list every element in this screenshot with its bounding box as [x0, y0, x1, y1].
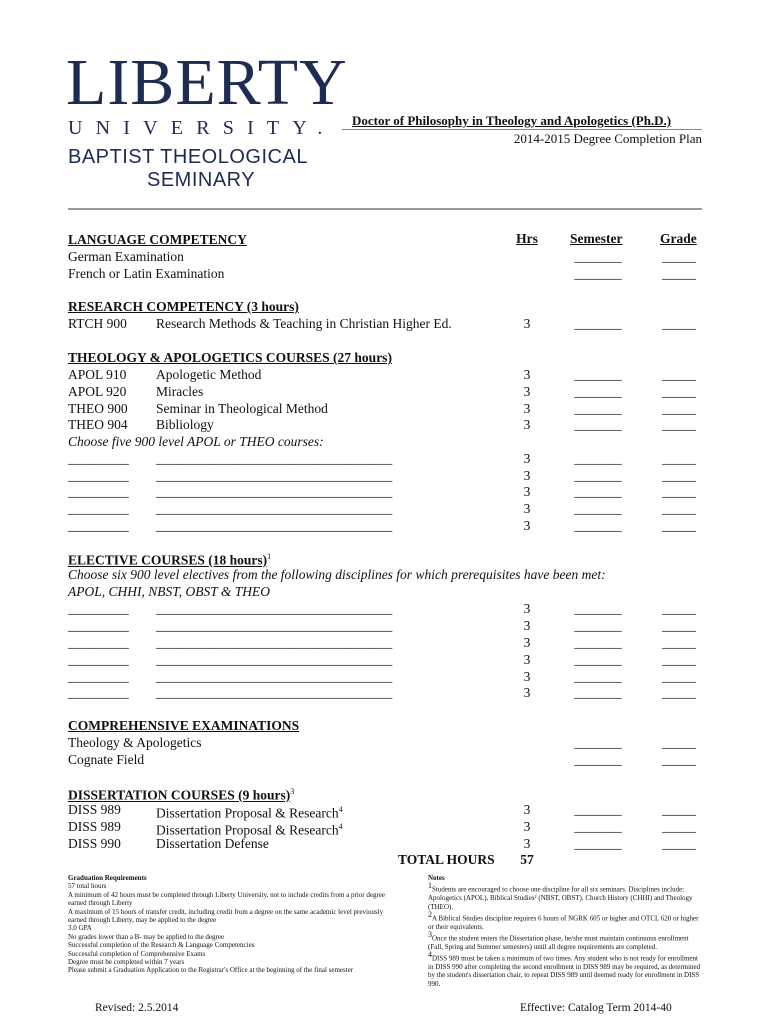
course-code: DISS 990 — [68, 836, 121, 851]
section-research-heading: RESEARCH COMPETENCY (3 hours) — [68, 299, 299, 314]
note-text: Once the student enters the Dissertation phase, he/she must maintain continuous enrollment (Fall, Spring and Summer semesters) until all degree requirements are completed. — [428, 934, 689, 951]
notes-heading: Notes — [428, 874, 445, 882]
course-code-blank[interactable]: _________ — [68, 618, 129, 633]
semester-blank[interactable]: _______ — [574, 249, 622, 264]
logo-baptist-theological: BAPTIST THEOLOGICAL — [68, 146, 308, 168]
semester-blank[interactable]: _______ — [574, 685, 622, 700]
grade-blank[interactable]: _____ — [662, 501, 696, 516]
grade-blank[interactable]: _____ — [662, 652, 696, 667]
course-code-blank[interactable]: _________ — [68, 635, 129, 650]
course-hours: 3 — [523, 669, 531, 684]
elective-disciplines: APOL, CHHI, NBST, OBST & THEO — [68, 584, 271, 599]
course-code: APOL 910 — [68, 367, 127, 382]
note-text: Students are encouraged to choose one discipline for all six seminars. Disciplines include: Apologetics (APOL), Biblical Studies² (NBST, OBST), Church History (CHHI) and Theology (THEO). — [428, 885, 693, 911]
dissertation-heading-text: DISSERTATION COURSES (9 hours) — [68, 787, 291, 803]
course-title-blank[interactable]: ___________________________________ — [156, 635, 393, 650]
total-hours-value: 57 — [520, 852, 534, 867]
footnote-ref: 3 — [290, 787, 295, 796]
graduation-line: Degree must be completed within 7 years — [68, 958, 185, 967]
grade-blank[interactable]: _____ — [662, 601, 696, 616]
semester-blank[interactable]: _______ — [574, 417, 622, 432]
header-divider — [68, 208, 702, 210]
elective-heading-text: ELECTIVE COURSES (18 hours) — [68, 552, 268, 568]
col-semester-header: Semester — [570, 231, 623, 246]
course-hours: 3 — [523, 635, 531, 650]
footnote-ref: 4 — [338, 822, 343, 831]
semester-blank[interactable]: _______ — [574, 518, 622, 533]
grade-blank[interactable]: _____ — [662, 669, 696, 684]
course-code: THEO 900 — [68, 401, 128, 416]
semester-blank[interactable]: _______ — [574, 652, 622, 667]
course-title-blank[interactable]: ___________________________________ — [156, 451, 393, 466]
semester-blank[interactable]: _______ — [574, 384, 622, 399]
semester-blank[interactable]: _______ — [574, 484, 622, 499]
course-code-blank[interactable]: _________ — [68, 669, 129, 684]
course-hours: 3 — [523, 819, 531, 834]
col-grade-header: Grade — [660, 231, 697, 246]
graduation-line: No grades lower than a B- may be applied to the degree — [68, 932, 225, 941]
course-title-blank[interactable]: ___________________________________ — [156, 618, 393, 633]
course-title: Apologetic Method — [156, 367, 262, 382]
footnote-ref: 4 — [338, 805, 343, 814]
logo-university: UNIVERSITY. — [68, 117, 336, 139]
course-title-text: Dissertation Proposal & Research — [156, 805, 339, 821]
course-title-blank[interactable]: ___________________________________ — [156, 685, 393, 700]
grade-blank[interactable]: _____ — [662, 735, 696, 750]
section-language-heading: LANGUAGE COMPETENCY — [68, 232, 247, 247]
course-hours: 3 — [523, 384, 531, 399]
course-title-blank[interactable]: ___________________________________ — [156, 601, 393, 616]
header-rule — [342, 129, 702, 130]
course-code: APOL 920 — [68, 384, 127, 399]
course-title-blank[interactable]: ___________________________________ — [156, 669, 393, 684]
course-hours: 3 — [523, 417, 531, 432]
graduation-line: 57 total hours — [68, 882, 107, 891]
course-title-blank[interactable]: ___________________________________ — [156, 468, 393, 483]
grade-blank[interactable]: _____ — [662, 468, 696, 483]
course-hours: 3 — [523, 367, 531, 382]
semester-blank[interactable]: _______ — [574, 802, 622, 817]
grade-blank[interactable]: _____ — [662, 417, 696, 432]
graduation-line: A minimum of 42 hours must be completed through Liberty University, not to include credits from a prior degree earned through Liberty — [68, 890, 386, 908]
graduation-line: 3.0 GPA — [68, 924, 92, 933]
semester-blank[interactable]: _______ — [574, 635, 622, 650]
grade-blank[interactable]: _____ — [662, 249, 696, 264]
graduation-line: Please submit a Graduation Application to the Registrar's Office at the beginning of the final semester — [68, 966, 354, 975]
course-code-blank[interactable]: _________ — [68, 685, 129, 700]
course-title: Research Methods & Teaching in Christian Higher Ed. — [156, 316, 452, 331]
degree-title: Doctor of Philosophy in Theology and Apologetics (Ph.D.) — [352, 113, 672, 128]
course-hours: 3 — [523, 685, 531, 700]
course-hours: 3 — [523, 836, 531, 851]
grade-blank[interactable]: _____ — [662, 819, 696, 834]
grade-blank[interactable]: _____ — [662, 635, 696, 650]
course-code-blank[interactable]: _________ — [68, 601, 129, 616]
course-hours: 3 — [523, 652, 531, 667]
course-hours: 3 — [523, 518, 531, 533]
footnote-number: 3 — [428, 930, 432, 940]
course-code: RTCH 900 — [68, 316, 127, 331]
course-title-blank[interactable]: ___________________________________ — [156, 652, 393, 667]
course-code-blank[interactable]: _________ — [68, 652, 129, 667]
footnote-number: 1 — [428, 881, 432, 891]
elective-instruction: Choose six 900 level electives from the following disciplines for which prerequisites have been met: — [68, 567, 606, 582]
grade-blank[interactable]: _____ — [662, 367, 696, 382]
exam-item: Theology & Apologetics — [68, 735, 202, 750]
effective-catalog-term: Effective: Catalog Term 2014-40 — [520, 1002, 672, 1014]
course-title: Seminar in Theological Method — [156, 401, 328, 416]
semester-blank[interactable]: _______ — [574, 367, 622, 382]
semester-blank[interactable]: _______ — [574, 266, 622, 281]
course-hours: 3 — [523, 401, 531, 416]
grade-blank[interactable]: _____ — [662, 266, 696, 281]
grade-blank[interactable]: _____ — [662, 836, 696, 851]
graduation-line: Successful completion of the Research & Language Competencies — [68, 941, 255, 950]
course-hours: 3 — [523, 316, 531, 331]
course-code-blank[interactable]: _________ — [68, 484, 129, 499]
col-hrs-header: Hrs — [516, 231, 538, 246]
footnote-number: 4 — [428, 950, 432, 960]
course-hours: 3 — [523, 802, 531, 817]
course-title: Bibliology — [156, 417, 214, 432]
grade-blank[interactable]: _____ — [662, 451, 696, 466]
semester-blank[interactable]: _______ — [574, 618, 622, 633]
semester-blank[interactable]: _______ — [574, 601, 622, 616]
exam-item: Cognate Field — [68, 752, 145, 767]
graduation-line: A maximum of 15 hours of transfer credit, including credit from a degree on the same academic level previously earned through Liberty, may be applied to the degree — [68, 907, 384, 925]
semester-blank[interactable]: _______ — [574, 501, 622, 516]
course-hours: 3 — [523, 484, 531, 499]
notes-block — [428, 874, 702, 988]
grade-blank[interactable]: _____ — [662, 401, 696, 416]
course-hours: 3 — [523, 501, 531, 516]
total-hours-label: TOTAL HOURS — [398, 852, 495, 867]
course-code: THEO 904 — [68, 417, 128, 432]
revised-date: Revised: 2.5.2014 — [95, 1002, 179, 1014]
note-item — [428, 931, 702, 951]
note-text: DISS 989 must be taken a minimum of two times. Any student who is not ready for enrollment in DISS 990 after completing the second enrollment in DISS 989 may be required, as determined by the student's dissertation chair, to repeat DISS 989 until deemed ready for enrollment in DISS 990. — [428, 954, 701, 988]
choose-instruction: Choose five 900 level APOL or THEO courses: — [68, 434, 324, 449]
course-hours: 3 — [523, 451, 531, 466]
course-hours: 3 — [523, 601, 531, 616]
logo-liberty: LIBERTY — [66, 46, 348, 119]
grade-blank[interactable]: _____ — [662, 384, 696, 399]
course-title-blank[interactable]: ___________________________________ — [156, 518, 393, 533]
language-item: French or Latin Examination — [68, 266, 225, 281]
language-item: German Examination — [68, 249, 184, 264]
course-hours: 3 — [523, 468, 531, 483]
grade-blank[interactable]: _____ — [662, 685, 696, 700]
semester-blank[interactable]: _______ — [574, 451, 622, 466]
course-code-blank[interactable]: _________ — [68, 451, 129, 466]
course-title: Miracles — [156, 384, 204, 399]
semester-blank[interactable]: _______ — [574, 468, 622, 483]
semester-blank[interactable]: _______ — [574, 752, 622, 767]
footnote-number: 2 — [428, 909, 432, 919]
course-title-text: Dissertation Proposal & Research — [156, 822, 339, 838]
semester-blank[interactable]: _______ — [574, 669, 622, 684]
course-title: Dissertation Defense — [156, 836, 269, 851]
course-title-blank[interactable]: ___________________________________ — [156, 501, 393, 516]
grade-blank[interactable]: _____ — [662, 752, 696, 767]
graduation-line: Successful completion of Comprehensive Exams — [68, 949, 206, 958]
course-code-blank[interactable]: _________ — [68, 501, 129, 516]
logo-seminary: SEMINARY — [147, 169, 256, 191]
course-code: DISS 989 — [68, 802, 121, 817]
grade-blank[interactable]: _____ — [662, 518, 696, 533]
course-title-blank[interactable]: ___________________________________ — [156, 484, 393, 499]
note-item — [428, 951, 702, 988]
footnote-ref: 1 — [267, 552, 272, 561]
semester-blank[interactable]: _______ — [574, 836, 622, 851]
course-code-blank[interactable]: _________ — [68, 518, 129, 533]
semester-blank[interactable]: _______ — [574, 316, 622, 331]
grade-blank[interactable]: _____ — [662, 316, 696, 331]
grade-blank[interactable]: _____ — [662, 618, 696, 633]
course-hours: 3 — [523, 618, 531, 633]
graduation-requirements — [68, 874, 388, 975]
grade-blank[interactable]: _____ — [662, 484, 696, 499]
semester-blank[interactable]: _______ — [574, 401, 622, 416]
course-code: DISS 989 — [68, 819, 121, 834]
grade-blank[interactable]: _____ — [662, 802, 696, 817]
graduation-heading: Graduation Requirements — [68, 874, 147, 882]
course-code-blank[interactable]: _________ — [68, 468, 129, 483]
semester-blank[interactable]: _______ — [574, 735, 622, 750]
note-text: A Biblical Studies discipline requires 6 hours of NGRK 605 or higher and OTCL 620 or higher or their equivalents. — [428, 914, 699, 931]
note-item — [428, 911, 702, 931]
note-item — [428, 882, 702, 911]
semester-blank[interactable]: _______ — [574, 819, 622, 834]
section-comprehensive-heading: COMPREHENSIVE EXAMINATIONS — [68, 718, 300, 733]
section-theology-heading: THEOLOGY & APOLOGETICS COURSES (27 hours) — [68, 350, 392, 365]
degree-plan-year: 2014-2015 Degree Completion Plan — [513, 131, 702, 146]
